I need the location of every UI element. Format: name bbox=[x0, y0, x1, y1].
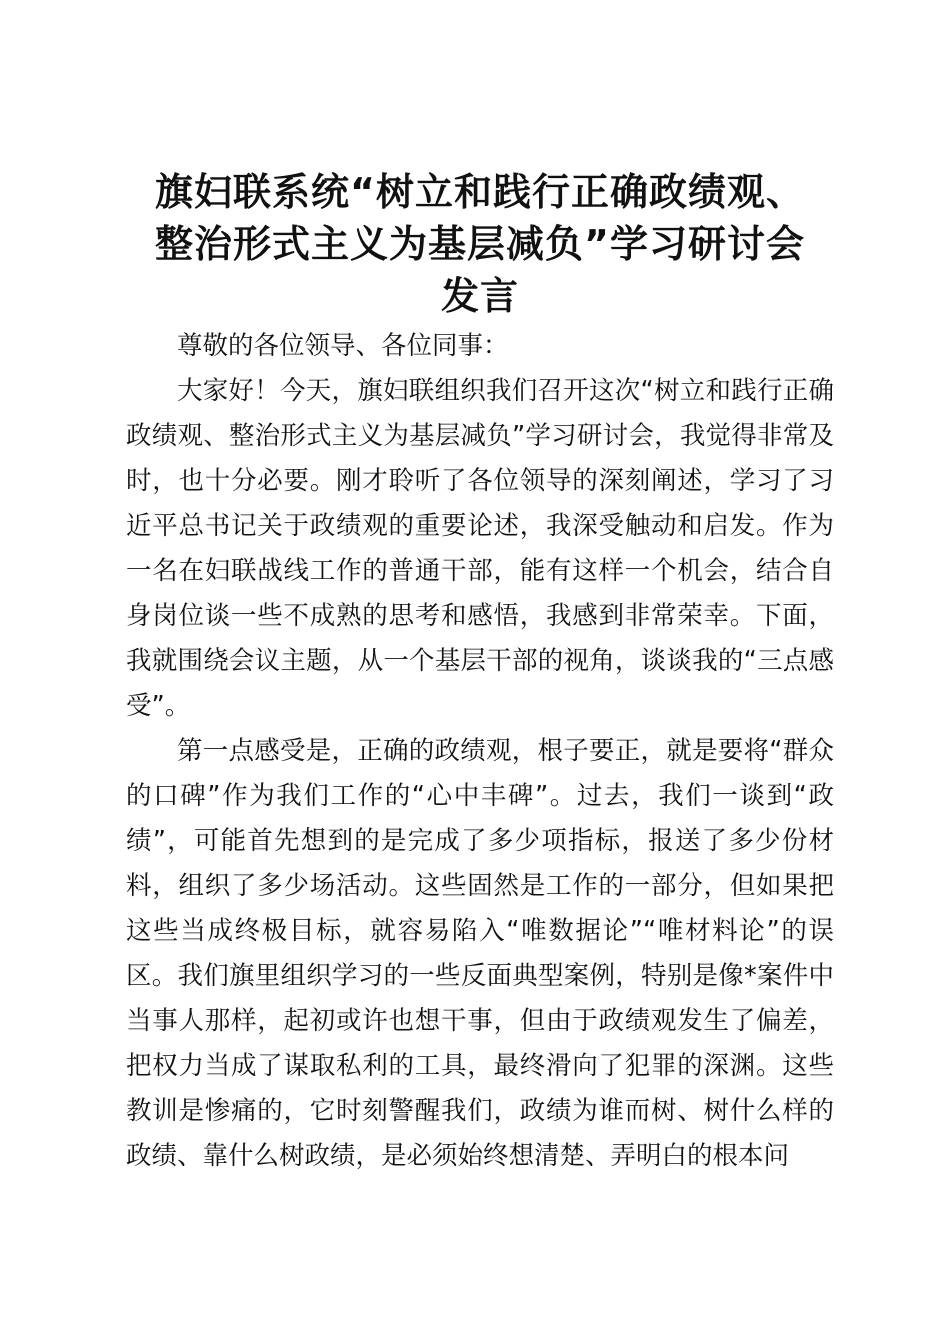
salutation-paragraph: 尊敬的各位领导、各位同事： bbox=[177, 331, 509, 361]
document-title bbox=[110, 166, 850, 322]
first-point-paragraph: 第一点感受是，正确的政绩观，根子要正，就是要将“群众的口碑”作为我们工作的“心中丰碑”。过去，我们一谈到“政绩”，可能首先想到的是完成了多少项指标，报送了多少份材料，组织了多少场活动。这些固然是工作的一部分，但如果把这些当成终极目标，就容易陷入“唯数据论”“唯材料论”的误区。我们旗里组织学习的一些反面典型案例，特别是像*案件中当事人那样，起初或许也想干事，但由于政绩观发生了偏差，把权力当成了谋取私利的工具，最终滑向了犯罪的深渊。这些教训是惨痛的，它时刻警醒我们，政绩为谁而树、树什么样的政绩、靠什么树政绩，是必须始终想清楚、弄明白的根本问 bbox=[126, 736, 834, 1171]
opening-paragraph: 大家好！今天，旗妇联组织我们召开这次“树立和践行正确政绩观、整治形式主义为基层减负”学习研讨会，我觉得非常及时，也十分必要。刚才聆听了各位领导的深刻阐述，学习了习近平总书记关于政绩观的重要论述，我深受触动和启发。作为一名在妇联战线工作的普通干部，能有这样一个机会，结合自身岗位谈一些不成熟的思考和感悟，我感到非常荣幸。下面，我就围绕会议主题，从一个基层干部的视角，谈谈我的“三点感受”。 bbox=[126, 376, 834, 721]
title-line-2: 整治形式主义为基层减负”学习研讨会 bbox=[155, 222, 805, 266]
title-line-3: 发言 bbox=[440, 274, 519, 318]
title-line-1: 旗妇联系统“树立和践行正确政绩观、 bbox=[155, 170, 805, 214]
document-body bbox=[126, 324, 834, 1179]
